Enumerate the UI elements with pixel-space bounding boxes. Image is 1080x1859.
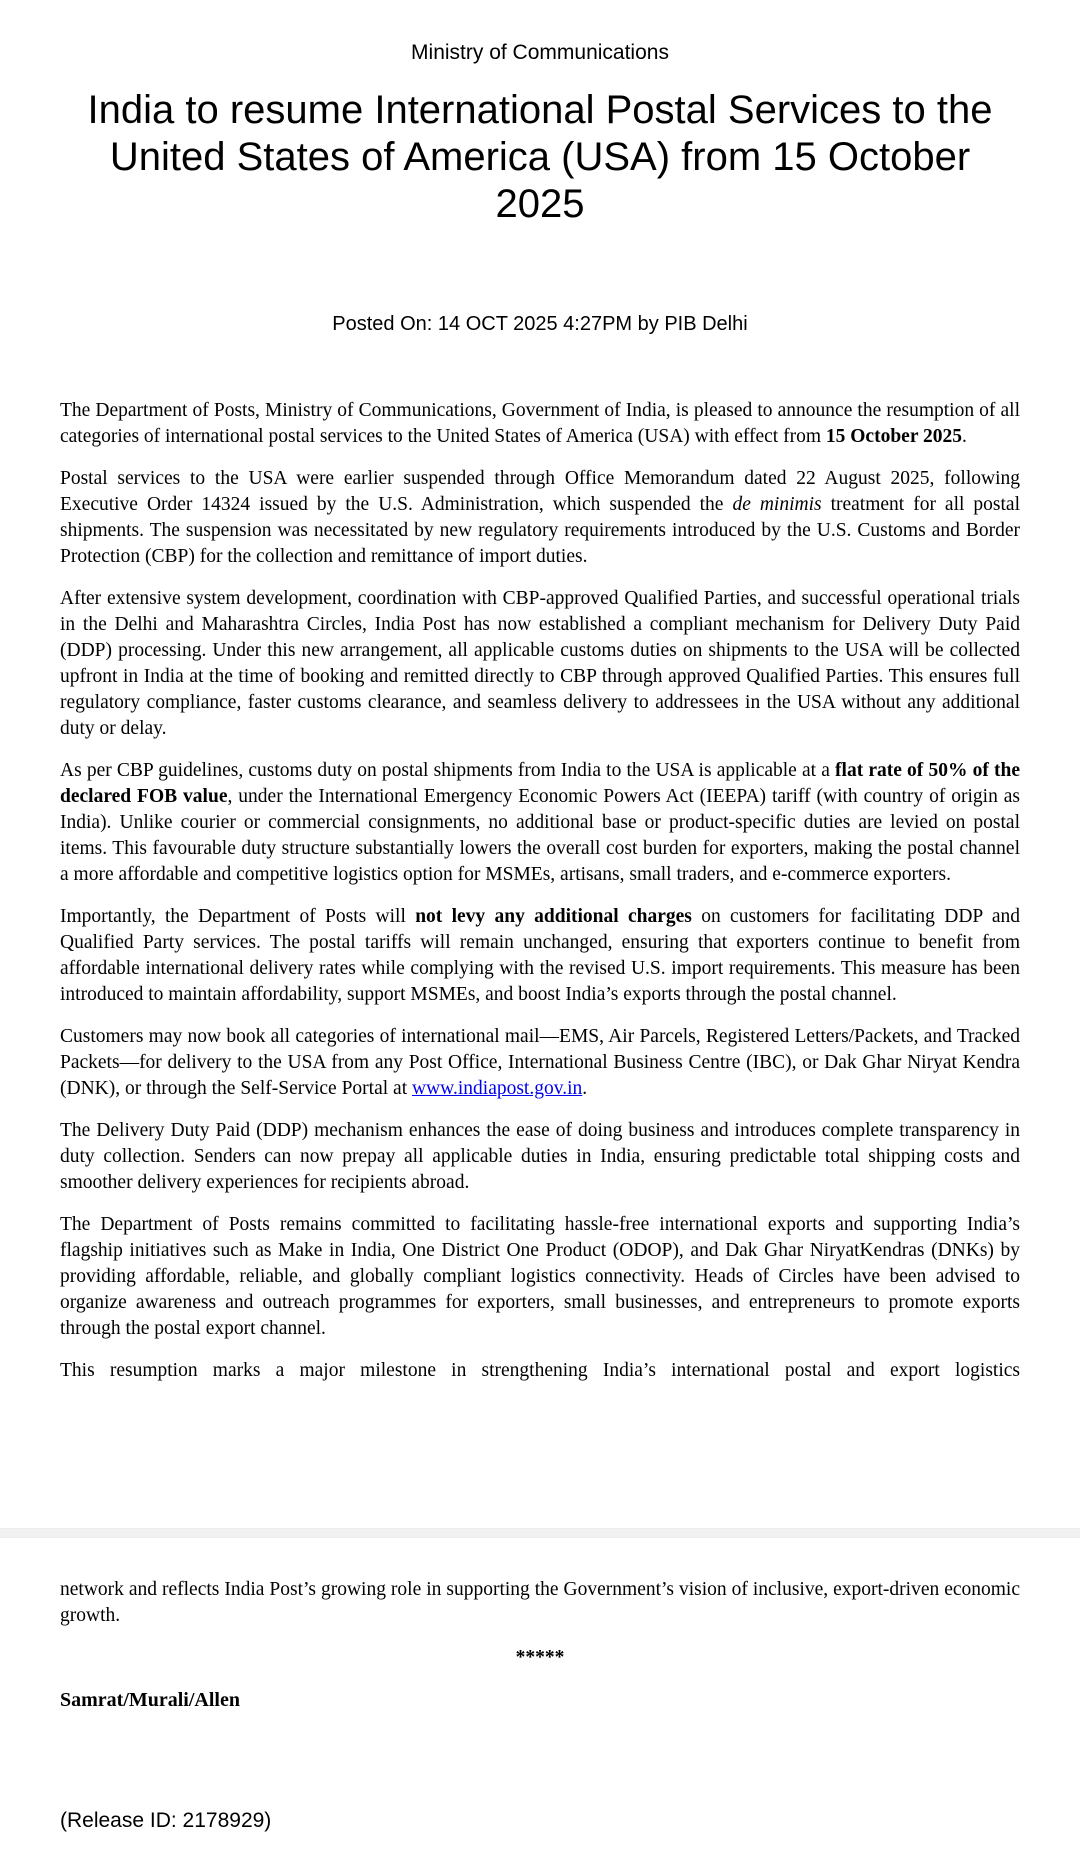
paragraph bbox=[60, 586, 1020, 742]
body-text: Customers may now book all categories of international mail—EMS, Air Parcels, Registered Letters/Packets, and Tracked Packets—for delivery to the USA from any Post Office, International Business Centre (IBC), or Dak Ghar Niryat Kendra (DNK), or through the Self-Service Portal at bbox=[60, 1026, 1020, 1099]
page-title: India to resume International Postal Services to the United States of America (USA) from 15 October 2025 bbox=[87, 88, 993, 226]
article-body-page1 bbox=[60, 398, 1020, 1384]
body-text: . bbox=[582, 1078, 588, 1099]
body-text: Postal services to the USA were earlier suspended through Office Memorandum dated 22 August 2025, following Executive Order 14324 issued by the U.S. Administration, which suspended the bbox=[60, 468, 1020, 515]
ministry-header: Ministry of Communications bbox=[411, 41, 669, 64]
paragraph bbox=[60, 466, 1020, 570]
body-text: treatment for all postal shipments. The suspension was necessitated by new regulatory requirements introduced by the U.S. Customs and Border Protection (CBP) for the collection and remittance of import duties. bbox=[60, 494, 1020, 567]
paragraph bbox=[60, 1358, 1020, 1384]
body-text: The Department of Posts remains committed to facilitating hassle-free international exports and supporting India’s flagship initiatives such as Make in India, One District One Product (ODOP), and Dak Ghar NiryatKendras (DNKs) by providing affordable, reliable, and globally compliant logistics connectivity. Heads of Circles have been advised to organize awareness and outreach programmes for exporters, small businesses, and entrepreneurs to promote exports through the postal export channel. bbox=[60, 1214, 1020, 1339]
paragraph bbox=[60, 1577, 1020, 1629]
body-text: , under the International Emergency Economic Powers Act (IEEPA) tariff (with country of origin as India). Unlike courier or commercial consignments, no additional base or product-specific duties are levied on postal items. This favourable duty structure substantially lowers the overall cost burden for exporters, making the postal channel a more affordable and competitive logistics option for MSMEs, artisans, small traders, and e-commerce exporters. bbox=[60, 786, 1020, 885]
bold-text: 15 October 2025 bbox=[825, 426, 962, 447]
bold-text: not levy any additional charges bbox=[415, 906, 692, 927]
bold-text: flat rate of 50% of the declared FOB value bbox=[60, 760, 1020, 807]
body-text: on customers for facilitating DDP and Qualified Party services. The postal tariffs will remain unchanged, ensuring that exporters continue to benefit from affordable international delivery rates while complying with the revised U.S. import requirements. This measure has been introduced to maintain affordability, support MSMEs, and boost India’s exports through the postal channel. bbox=[60, 906, 1021, 1005]
italic-text: de minimis bbox=[732, 494, 822, 515]
release-id: (Release ID: 2178929) bbox=[60, 1809, 272, 1832]
body-text: network and reflects India Post’s growing role in supporting the Government’s vision of inclusive, export-driven economic growth. bbox=[60, 1579, 1020, 1626]
body-text: This resumption marks a major milestone in strengthening India’s international postal and export logistics bbox=[60, 1360, 1020, 1381]
body-text: Importantly, the Department of Posts will bbox=[60, 906, 416, 927]
posted-on-line: Posted On: 14 OCT 2025 4:27PM by PIB Delhi bbox=[332, 313, 748, 335]
page-break-separator bbox=[0, 1528, 1080, 1538]
end-separator: ***** bbox=[515, 1647, 565, 1668]
page-2 bbox=[0, 1538, 1080, 1833]
body-text: The Delivery Duty Paid (DDP) mechanism enhances the ease of doing business and introduces complete transparency in duty collection. Senders can now prepay all applicable duties in India, ensuring predictable total shipping costs and smoother delivery experiences for recipients abroad. bbox=[60, 1120, 1020, 1193]
paragraph bbox=[60, 758, 1020, 888]
article-body-page2 bbox=[60, 1577, 1020, 1629]
paragraph bbox=[60, 1212, 1020, 1342]
authors-line: Samrat/Murali/Allen bbox=[60, 1689, 240, 1711]
body-text: As per CBP guidelines, customs duty on postal shipments from India to the USA is applicable at a bbox=[60, 760, 836, 781]
body-text: . bbox=[962, 426, 967, 447]
paragraph bbox=[60, 1118, 1020, 1196]
paragraph bbox=[60, 1024, 1020, 1102]
paragraph bbox=[60, 904, 1020, 1008]
paragraph bbox=[60, 398, 1020, 450]
body-text: After extensive system development, coordination with CBP-approved Qualified Parties, and successful operational trials in the Delhi and Maharashtra Circles, India Post has now established a compliant mechanism for Delivery Duty Paid (DDP) processing. Under this new arrangement, all applicable customs duties on shipments to the USA will be collected upfront in India at the time of booking and remitted directly to CBP through approved Qualified Parties. This ensures full regulatory compliance, faster customs clearance, and seamless delivery to addressees in the USA without any additional duty or delay. bbox=[60, 588, 1020, 739]
indiapost-link[interactable]: www.indiapost.gov.in bbox=[412, 1078, 583, 1099]
body-text: The Department of Posts, Ministry of Communications, Government of India, is pleased to announce the resumption of all categories of international postal services to the United States of America (USA) with effect from bbox=[60, 400, 1020, 447]
